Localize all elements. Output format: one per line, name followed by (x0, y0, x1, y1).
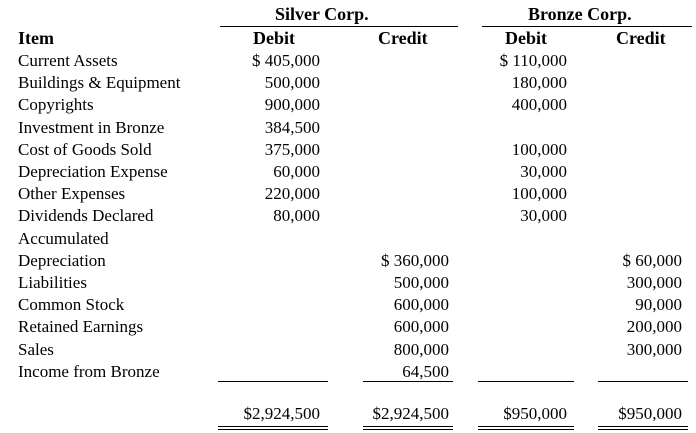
row-item-label: Investment in Bronze (18, 118, 165, 137)
row-item-label: Accumulated (18, 229, 109, 248)
row-item-label: Other Expenses (18, 184, 126, 203)
silver-debit-total-rule (218, 381, 328, 382)
bronze-credit-cell: 300,000 (626, 273, 682, 292)
silver-debit-cell: 500,000 (264, 73, 320, 92)
bronze-credit-total-rule (598, 381, 688, 382)
row-item-label: Common Stock (18, 295, 125, 314)
row-item-label: Current Assets (18, 51, 118, 70)
bronze-debit-cell: 400,000 (511, 95, 567, 114)
bronze-debit-header: Debit (505, 28, 547, 48)
bronze-credit-header: Credit (616, 28, 666, 48)
silver-debit-cell: 220,000 (264, 184, 320, 203)
silver-debit-cell: 384,500 (264, 118, 320, 137)
silver-credit-cell: 500,000 (393, 273, 449, 292)
bronze-debit-total: $950,000 (503, 404, 567, 423)
silver-debit-cell: $ 405,000 (252, 51, 320, 70)
bronze-heading-rule (482, 26, 692, 27)
silver-credit-cell: 800,000 (393, 340, 449, 359)
bronze-credit-total: $950,000 (618, 404, 682, 423)
bronze-debit-cell: 30,000 (520, 206, 567, 225)
silver-credit-cell: 600,000 (393, 295, 449, 314)
bronze-credit-cell: 300,000 (626, 340, 682, 359)
silver-credit-cell: 64,500 (402, 362, 449, 381)
row-item-label: Income from Bronze (18, 362, 160, 381)
row-item-label: Buildings & Equipment (18, 73, 181, 92)
item-column-header: Item (18, 28, 54, 48)
silver-debit-header: Debit (253, 28, 295, 48)
silver-debit-cell: 60,000 (273, 162, 320, 181)
silver-corp-heading: Silver Corp. (275, 4, 369, 24)
bronze-debit-cell: 180,000 (511, 73, 567, 92)
silver-credit-header: Credit (378, 28, 428, 48)
silver-heading-rule (220, 26, 458, 27)
bronze-credit-cell: 200,000 (626, 317, 682, 336)
row-item-label: Dividends Declared (18, 206, 154, 225)
silver-debit-double-rule (218, 426, 328, 430)
row-item-label: Retained Earnings (18, 317, 144, 336)
silver-debit-total: $2,924,500 (243, 404, 320, 423)
row-item-label: Depreciation (18, 251, 106, 270)
bronze-debit-cell: 100,000 (511, 184, 567, 203)
bronze-corp-heading: Bronze Corp. (528, 4, 632, 24)
row-item-label: Sales (18, 340, 54, 359)
bronze-credit-cell: 90,000 (635, 295, 682, 314)
silver-debit-cell: 900,000 (264, 95, 320, 114)
bronze-credit-cell: $ 60,000 (622, 251, 682, 270)
row-item-label: Copyrights (18, 95, 94, 114)
bronze-debit-cell: 30,000 (520, 162, 567, 181)
bronze-debit-cell: $ 110,000 (499, 51, 567, 70)
bronze-credit-double-rule (598, 426, 688, 430)
silver-credit-cell: 600,000 (393, 317, 449, 336)
bronze-debit-double-rule (478, 426, 574, 430)
row-item-label: Cost of Goods Sold (18, 140, 152, 159)
silver-credit-double-rule (363, 426, 453, 430)
row-item-label: Liabilities (18, 273, 87, 292)
bronze-debit-total-rule (478, 381, 574, 382)
silver-credit-total-rule (363, 381, 453, 382)
silver-credit-total: $2,924,500 (372, 404, 449, 423)
silver-debit-cell: 375,000 (264, 140, 320, 159)
silver-debit-cell: 80,000 (273, 206, 320, 225)
bronze-debit-cell: 100,000 (511, 140, 567, 159)
silver-credit-cell: $ 360,000 (381, 251, 449, 270)
row-item-label: Depreciation Expense (18, 162, 168, 181)
